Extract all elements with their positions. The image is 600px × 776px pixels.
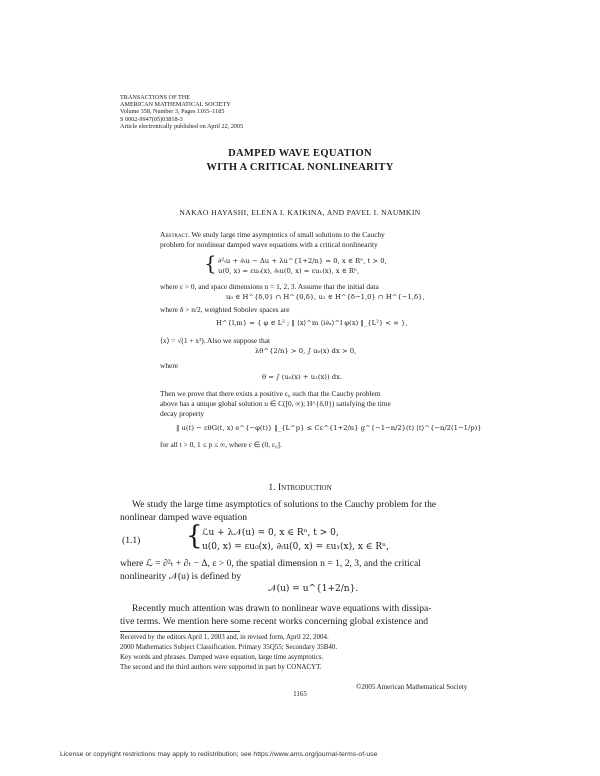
abstract-decay-estimate: ‖ u(t) − εθG(t, x) e^{−φ(t)} ‖_{L^p} ≤ Cε^{1+2/n} g^{−1−n/2}(t) ⟨t⟩^{−n/2(1−1/p)} [176, 424, 482, 432]
abstract-intro-2: problem for nonlinear damped wave equations with a critical nonlinearity [160, 240, 378, 249]
intro-paragraph-2a: Recently much attention was drawn to nonlinear wave equations with dissipa- [132, 603, 432, 614]
abstract-label: Abstract. [160, 230, 190, 239]
nonlinearity-def: 𝒩(u) = u^{1+2/n}. [268, 584, 359, 594]
abstract-where-3: where [160, 361, 179, 370]
section-heading: 1. Introduction [268, 482, 332, 493]
abstract-initial-data: u₀ ∈ H^{δ,0} ∩ H^{0,δ}, u₁ ∈ H^{δ−1,0} ∩ H^{−1,δ}, [226, 293, 425, 301]
abstract-then-3: decay property [160, 409, 205, 418]
equation-brace: { [186, 521, 203, 551]
abstract-where-2: where δ > n/2, weighted Sobolev spaces are [160, 305, 290, 314]
page-number: 1165 [293, 690, 307, 698]
equation-line-1: ℒu + λ𝒩(u) = 0, x ∈ Rⁿ, t > 0, [202, 528, 339, 538]
journal-issn: S 0002-9947(05)03818-3 [120, 115, 183, 123]
paper-title-line2: WITH A CRITICAL NONLINEARITY [206, 162, 394, 173]
abstract-sobolev-def: H^{l,m} = { φ ∈ L² ; ‖ ⟨x⟩^m ⟨i∂ₓ⟩^l φ(x) ‖_{L²} < ∞ }, [216, 319, 408, 327]
intro-paragraph-1b: nonlinear damped wave equation [120, 512, 248, 523]
intro-paragraph-1a: We study the large time asymptotics of solutions to the Cauchy problem for the [132, 499, 437, 510]
equation-label: (1.1) [122, 535, 141, 546]
paper-title-line1: DAMPED WAVE EQUATION [228, 148, 372, 159]
footnote-keywords: Key words and phrases. Damped wave equation, large time asymptotics. [120, 653, 324, 661]
footnote-support: The second and the third authors were supported in part by CONACYT. [120, 663, 322, 671]
abstract-where-1: where ε > 0, and space dimensions n = 1, 2, 3. Assume that the initial data [160, 282, 379, 291]
footnote-msc: 2000 Mathematics Subject Classification. Primary 35Q55; Secondary 35B40. [120, 643, 338, 651]
intro-paragraph-2b: tive terms. We mention here some recent works concerning global existence and [120, 616, 429, 627]
abstract-then-2: above has a unique global solution u ∈ C([0, ∞); H^{δ,0}) satisfying the time [160, 399, 391, 408]
intro-where-b: nonlinearity 𝒩(u) is defined by [120, 571, 242, 582]
abstract-then-1: Then we prove that there exists a positive ε₀ such that the Cauchy problem [160, 389, 381, 398]
abstract-condition: λθ^{2/n} > 0, ∫ u₀(x) dx > 0, [255, 347, 357, 355]
journal-published: Article electronically published on April 22, 2005 [120, 122, 244, 130]
equation-line-2: u(0, x) = εu₀(x), ∂ₜu(0, x) = εu₁(x), x ∈ Rⁿ, [202, 542, 389, 552]
abstract-system-brace: { [204, 251, 217, 275]
abstract-bracket-def: ⟨x⟩ = √(1 + x²). Also we suppose that [160, 336, 271, 345]
copyright-notice: ©2005 American Mathematical Society [356, 683, 468, 691]
paper-authors: NAKAO HAYASHI, ELENA I. KAIKINA, AND PAVEL I. NAUMKIN [179, 208, 421, 217]
abstract-system-eq1: ∂²ₜu + ∂ₜu − Δu + λu^{1+2/n} = 0, x ∈ Rⁿ, t > 0, [218, 257, 387, 265]
abstract-forall: for all t > 0, 1 ≤ p ≤ ∞, where ε ∈ (0, ε₀]. [160, 440, 282, 449]
abstract-system-eq2: u(0, x) = εu₀(x), ∂ₜu(0, x) = εu₁(x), x ∈ Rⁿ, [218, 267, 360, 275]
footnote-rule [120, 631, 240, 632]
footnote-received: Received by the editors April 1, 2003 and, in revised form, April 22, 2004. [120, 633, 329, 641]
journal-society: AMERICAN MATHEMATICAL SOCIETY [120, 101, 231, 109]
journal-name: TRANSACTIONS OF THE [120, 94, 191, 101]
license-notice: License or copyright restrictions may apply to redistribution; see https://www.ams.org/journal-terms-of-use [60, 751, 378, 758]
journal-header [120, 94, 243, 130]
intro-where-a: where ℒ = ∂²ₜ + ∂ₜ − Δ, ε > 0, the spatial dimension n = 1, 2, 3, and the critical [120, 558, 421, 569]
journal-volume: Volume 358, Number 3, Pages 1165–1185 [120, 108, 225, 116]
abstract-theta-def: θ = ∫ (u₀(x) + u₁(x)) dx. [262, 373, 343, 381]
abstract-intro-1: We study large time asymptotics of small solutions to the Cauchy [191, 230, 385, 239]
abstract-line-1 [160, 230, 385, 239]
